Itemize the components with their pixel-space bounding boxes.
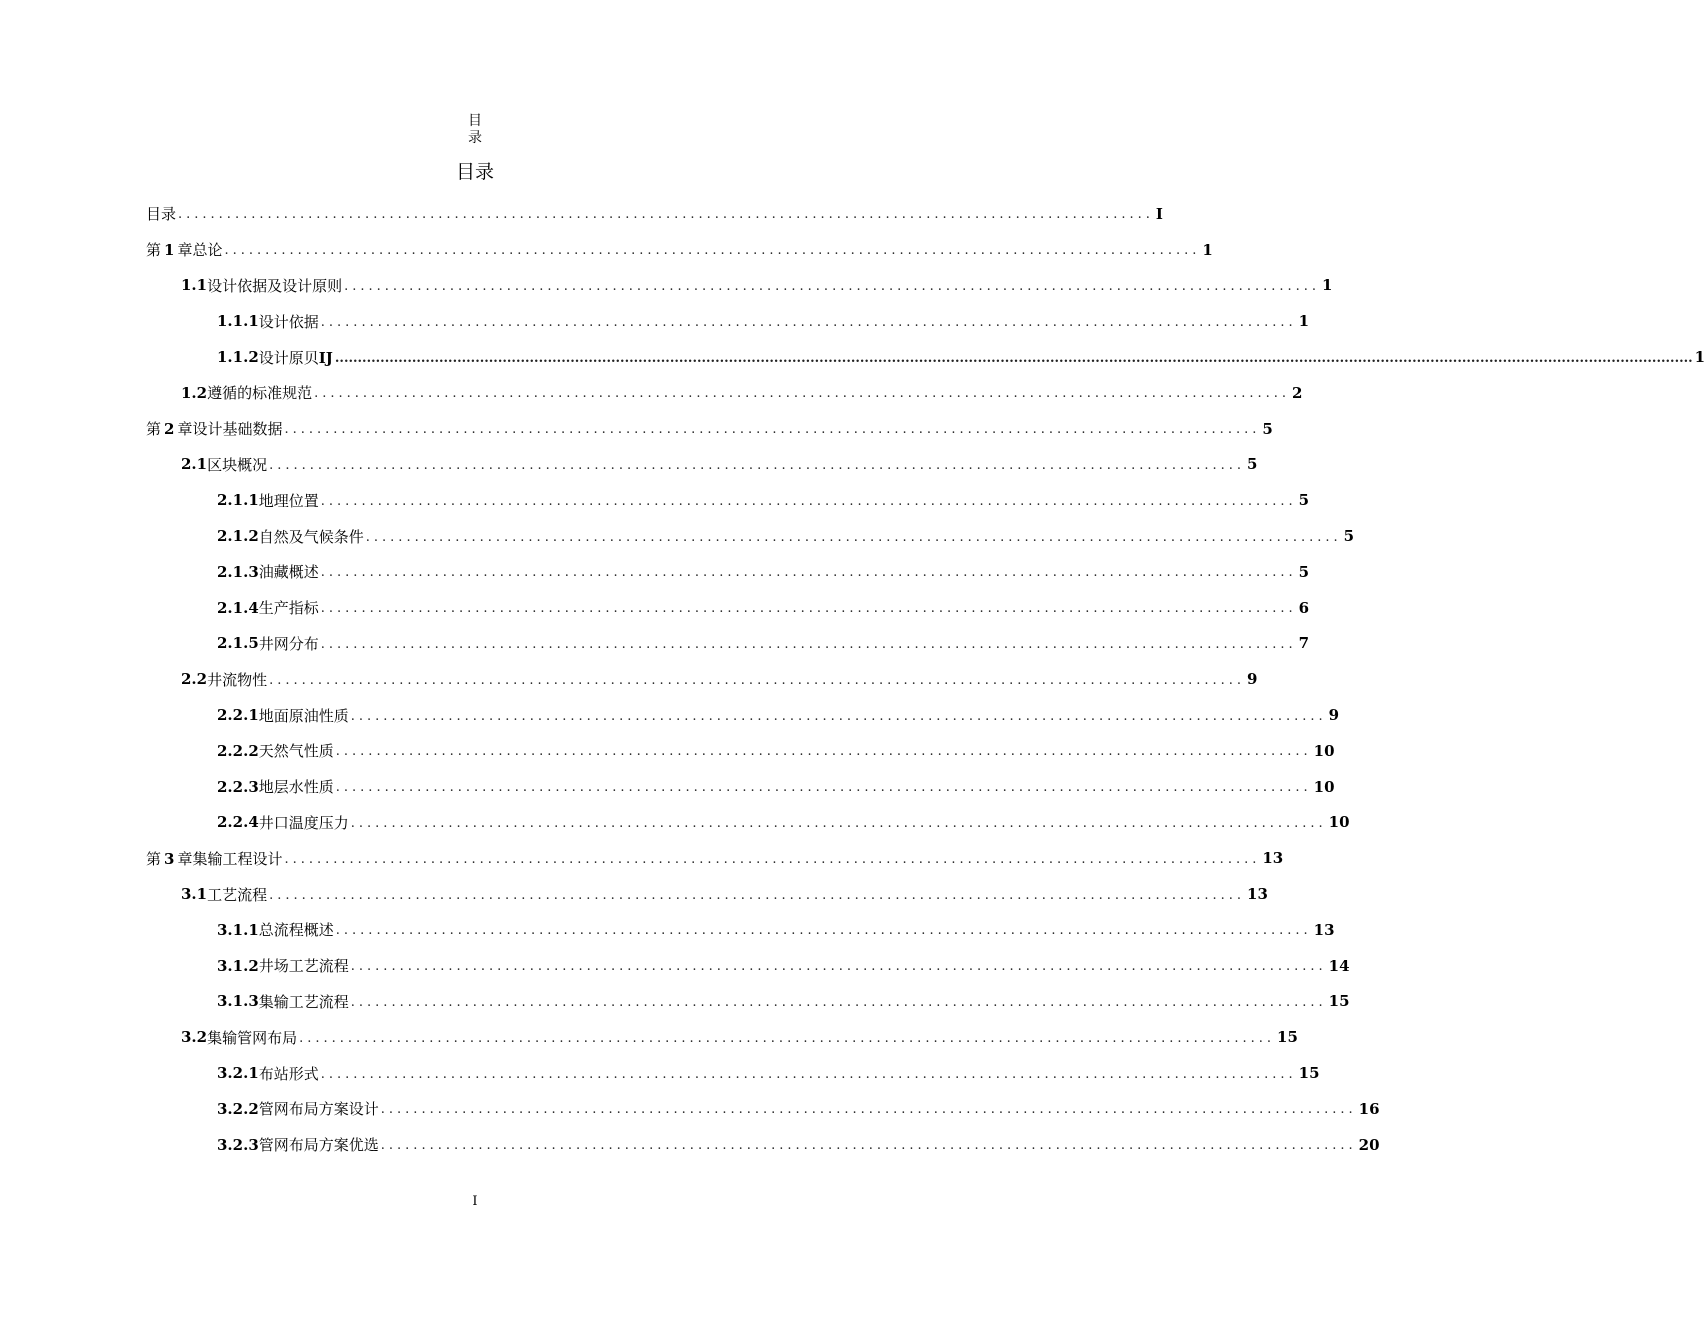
- toc-entry-title: 地理位置: [258, 491, 319, 510]
- dot-leader: ........................................................................................................................: [335, 923, 1312, 939]
- toc-entry-label: [207, 454, 267, 475]
- toc-entry-label: [146, 239, 222, 260]
- toc-entry-page-number: 5: [1247, 455, 1258, 474]
- toc-entry-page-number: 6: [1298, 598, 1310, 617]
- toc-entry-label: [259, 705, 349, 726]
- toc-entry-number: 2.2.4: [217, 813, 259, 832]
- toc-entry-title: 章设计基础数据: [177, 420, 283, 439]
- dot-leader: ........................................................................................................................: [350, 959, 1327, 975]
- toc-entry-label: [259, 1134, 379, 1155]
- toc-entry-page-number: 1: [1202, 240, 1213, 259]
- toc-entry[interactable]: [146, 196, 1163, 232]
- page-title: 目录: [455, 161, 494, 183]
- toc-entry-number: 2.2: [181, 670, 208, 689]
- dot-leader: ........................................................................................................................: [320, 565, 1297, 581]
- toc-entry-page-number: 13: [1247, 885, 1268, 904]
- toc-entry-label: [207, 1027, 297, 1048]
- toc-entry-page-number: 1: [1298, 312, 1310, 331]
- toc-entry-number: 2.2.1: [217, 706, 259, 725]
- toc-entry-label: [207, 884, 267, 905]
- toc-entry-title: 集输工艺流程: [258, 992, 349, 1011]
- dot-leader: ........................................................................................................................: [269, 457, 1246, 473]
- toc-entry-number: 2.2.2: [217, 741, 259, 760]
- toc-entry-title: 油藏概述: [258, 563, 319, 582]
- toc-entry[interactable]: [146, 590, 1310, 626]
- toc-entry-number: 3.2.1: [217, 1064, 259, 1083]
- toc-entry-page-number: 10: [1313, 777, 1335, 796]
- toc-entry[interactable]: [146, 912, 1335, 948]
- toc-entry-prefix: 第: [146, 420, 162, 439]
- toc-entry-page-number: 2: [1292, 383, 1303, 402]
- toc-entry[interactable]: [146, 1127, 1380, 1163]
- toc-entry-page-number: 9: [1328, 706, 1340, 725]
- toc-entry-prefix: 目录: [146, 205, 177, 224]
- dot-leader: ........................................................................................................................: [365, 529, 1342, 545]
- toc-entry-label: [259, 991, 349, 1012]
- toc-entry-label: [259, 919, 334, 940]
- dot-leader: ........................................................................................................................: [320, 636, 1297, 652]
- dot-leader: ........................................................................................................................: [350, 815, 1327, 831]
- toc-entry-number: 2.1: [181, 455, 208, 474]
- toc-entry-title: 地面原油性质: [258, 706, 349, 725]
- toc-entry-label: [259, 597, 319, 618]
- toc-entry-page-number: 15: [1328, 992, 1350, 1011]
- toc-entry-label: [259, 347, 333, 368]
- toc-entry[interactable]: [146, 840, 1284, 876]
- toc-entry-label: [259, 633, 319, 654]
- toc-entry[interactable]: [146, 232, 1213, 268]
- toc-entry-label: [146, 848, 282, 869]
- toc-entry-page-number: 5: [1262, 419, 1273, 438]
- toc-entry[interactable]: [146, 554, 1310, 590]
- toc-entry-page-number: 1: [1322, 276, 1333, 295]
- dot-leader: ........................................................................................................................: [269, 672, 1246, 688]
- toc-entry-label: [207, 669, 267, 690]
- toc-entry[interactable]: [146, 411, 1273, 447]
- dot-leader: ........................................................................................................................: [350, 994, 1327, 1010]
- dot-leader: ........................................................................................................................: [335, 744, 1312, 760]
- toc-entry-number: 3.1.2: [217, 956, 259, 975]
- footer-page-number: I: [472, 1194, 478, 1209]
- dot-leader: ........................................................................................................................: [320, 314, 1297, 330]
- toc-entry-page-number: 16: [1358, 1099, 1380, 1118]
- toc-entry-title-suffix: IJ: [318, 348, 333, 367]
- toc-entry-number: 3.2.2: [217, 1099, 259, 1118]
- toc-entry[interactable]: [146, 626, 1310, 662]
- toc-entry-page-number: 9: [1247, 670, 1258, 689]
- toc-entry-label: [259, 526, 364, 547]
- toc-entry-label: [259, 776, 334, 797]
- toc-entry-number: 3.1.3: [217, 992, 259, 1011]
- toc-entry-title: 井流物性: [207, 670, 268, 689]
- toc-entry[interactable]: [146, 518, 1355, 554]
- toc-entry-number: 2.1.4: [217, 598, 259, 617]
- toc-entry-title: 自然及气候条件: [258, 527, 364, 546]
- dot-leader: ............................................................................................................................................................................................................................................................................................................: [334, 350, 1693, 366]
- toc-entry[interactable]: [146, 876, 1268, 912]
- toc-entry-page-number: 7: [1298, 634, 1310, 653]
- toc-entry-page-number: 15: [1277, 1028, 1298, 1047]
- toc-entry-title: 章集输工程设计: [177, 849, 283, 868]
- toc-entry-page-number: 5: [1298, 562, 1310, 581]
- toc-entry-label: [259, 740, 334, 761]
- toc-entry-title: 管网布局方案设计: [258, 1100, 379, 1119]
- toc-entry-title: 工艺流程: [207, 885, 268, 904]
- toc-entry-page-number: 5: [1343, 527, 1355, 546]
- toc-entry-title: 设计依据: [258, 312, 319, 331]
- toc-entry[interactable]: [146, 1055, 1320, 1091]
- toc-entry[interactable]: [146, 697, 1340, 733]
- toc-entry-number: 1: [164, 241, 175, 260]
- toc-entry-number: 3.2.3: [217, 1135, 259, 1154]
- toc-entry-number: 2.1.3: [217, 562, 259, 581]
- toc-entry-title: 井口温度压力: [258, 813, 349, 832]
- dot-leader: ........................................................................................................................: [320, 1066, 1297, 1082]
- dot-leader: ........................................................................................................................: [299, 1030, 1276, 1046]
- running-header: [0, 113, 950, 147]
- toc-entry-label: [259, 1063, 319, 1084]
- toc-entry-title: 遵循的标准规范: [207, 384, 313, 403]
- toc-entry[interactable]: [146, 268, 1333, 304]
- toc-entry-label: [146, 418, 282, 439]
- toc-entry-number: 1.2: [181, 383, 208, 402]
- toc-entry-label: [207, 382, 312, 403]
- toc-entry[interactable]: [146, 1019, 1298, 1055]
- dot-leader: ........................................................................................................................: [380, 1138, 1357, 1154]
- dot-leader: ........................................................................................................................: [320, 493, 1297, 509]
- toc-entry-number: 1.1.1: [217, 312, 259, 331]
- toc-entry-label: [259, 311, 319, 332]
- toc-entry-page-number: 5: [1298, 491, 1310, 510]
- toc-entry[interactable]: [146, 375, 1303, 411]
- dot-leader: ........................................................................................................................: [335, 780, 1312, 796]
- dot-leader: ........................................................................................................................: [224, 243, 1201, 259]
- toc-entry[interactable]: [146, 805, 1350, 841]
- dot-leader: ........................................................................................................................: [380, 1102, 1357, 1118]
- toc-entry-title: 集输管网布局: [207, 1028, 298, 1047]
- toc-entry-title: 设计原贝: [258, 348, 319, 367]
- toc-entry-number: 3.1.1: [217, 920, 259, 939]
- toc-entry[interactable]: [146, 733, 1335, 769]
- toc-entry-label: [259, 955, 349, 976]
- toc-entry-prefix: 第: [146, 241, 162, 260]
- toc-entry-page-number: 14: [1328, 956, 1350, 975]
- dot-leader: ........................................................................................................................: [320, 601, 1297, 617]
- toc-entry-title: 井场工艺流程: [258, 957, 349, 976]
- toc-entry-number: 3: [164, 849, 175, 868]
- toc-entry-title: 天然气性质: [258, 742, 334, 761]
- toc-entry[interactable]: [146, 661, 1258, 697]
- toc-entry-title: 生产指标: [258, 599, 319, 618]
- toc-entry[interactable]: [146, 339, 1705, 375]
- toc-entry-title: 布站形式: [258, 1064, 319, 1083]
- toc-entry-number: 2.1.5: [217, 634, 259, 653]
- toc-entry[interactable]: [146, 984, 1350, 1020]
- dot-leader: ........................................................................................................................: [350, 708, 1327, 724]
- dot-leader: ........................................................................................................................: [178, 207, 1154, 223]
- toc-entry-number: 1.1.2: [217, 348, 259, 367]
- toc-entry-page-number: 20: [1358, 1135, 1380, 1154]
- toc-entry-label: [146, 203, 176, 224]
- toc-entry-label: [259, 490, 319, 511]
- dot-leader: ........................................................................................................................: [269, 887, 1246, 903]
- running-header-line-1: 目: [468, 113, 482, 129]
- toc-entry-number: 2.2.3: [217, 777, 259, 796]
- toc-entry-page-number: I: [1155, 204, 1163, 223]
- toc-entry-number: 3.1: [181, 885, 208, 904]
- toc-entry-title: 总流程概述: [258, 921, 334, 940]
- toc-entry[interactable]: [146, 769, 1335, 805]
- toc-entry-label: [207, 275, 342, 296]
- toc-entry-label: [259, 1098, 379, 1119]
- toc-entry-title: 地层水性质: [258, 778, 334, 797]
- dot-leader: ........................................................................................................................: [284, 422, 1261, 438]
- toc-entry[interactable]: [146, 447, 1258, 483]
- dot-leader: ........................................................................................................................: [314, 386, 1291, 402]
- toc-entry-title: 区块概况: [207, 455, 268, 474]
- toc-entry-title: 章总论: [177, 241, 223, 260]
- toc-entry-title: 设计依据及设计原则: [207, 276, 343, 295]
- toc-entry-label: [259, 561, 319, 582]
- toc-entry-page-number: 13: [1313, 920, 1335, 939]
- toc-entry[interactable]: [146, 1091, 1380, 1127]
- toc-entry-prefix: 第: [146, 849, 162, 868]
- toc-entry-page-number: 10: [1328, 813, 1350, 832]
- dot-leader: ........................................................................................................................: [344, 278, 1321, 294]
- toc-entry-number: 3.2: [181, 1028, 208, 1047]
- toc-entry-page-number: 13: [1262, 849, 1284, 868]
- toc-entry-number: 2.1.2: [217, 527, 259, 546]
- toc-entry[interactable]: [146, 948, 1350, 984]
- toc-entry-number: 2: [164, 420, 175, 439]
- running-header-line-2: 录: [468, 130, 482, 146]
- toc-entry-title: 井网分布: [258, 634, 319, 653]
- toc-entry-page-number: 10: [1313, 741, 1335, 760]
- table-of-contents: [146, 196, 1705, 1163]
- toc-entry-page-number: 1: [1694, 348, 1705, 367]
- dot-leader: ........................................................................................................................: [284, 851, 1261, 867]
- toc-entry[interactable]: [146, 303, 1310, 339]
- toc-entry-number: 1.1: [181, 276, 208, 295]
- toc-entry-label: [259, 812, 349, 833]
- toc-entry-page-number: 15: [1298, 1064, 1320, 1083]
- toc-entry-number: 2.1.1: [217, 491, 259, 510]
- toc-entry-title: 管网布局方案优选: [258, 1136, 379, 1155]
- toc-entry[interactable]: [146, 482, 1310, 518]
